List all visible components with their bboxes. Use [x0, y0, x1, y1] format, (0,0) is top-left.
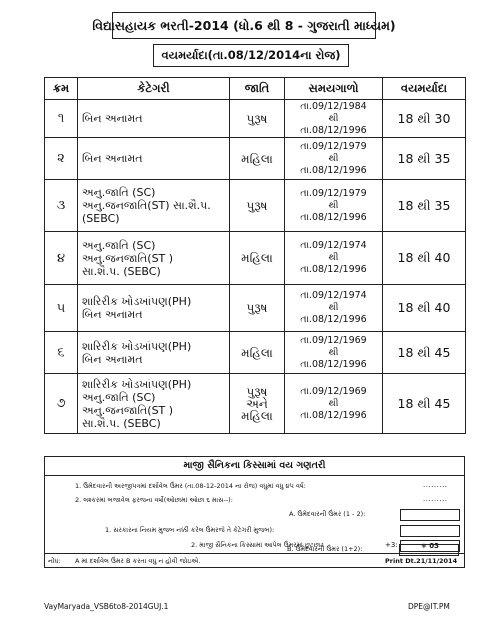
period-cell [285, 100, 383, 138]
header-gender: જાતિ [230, 78, 285, 100]
table-row [45, 285, 466, 332]
category-line: અનુ.જાતિ (SC) [82, 390, 156, 404]
period-line: તા.08/12/1996 [300, 358, 367, 370]
gender-cell [230, 374, 285, 434]
table-row [45, 100, 466, 138]
category-line: અનુ.જાતિ (SC) [82, 186, 156, 199]
age-limit-cell: 18 થી 45 [383, 332, 466, 374]
gender-line: પુરૂષ [246, 111, 268, 126]
gender-cell [230, 232, 285, 285]
page-subtitle: વયમર્યાદા(તા.08/12/2014ના રોજ) [153, 44, 349, 67]
gender-cell [230, 332, 285, 374]
table-row [45, 332, 466, 374]
age-line-1: 1. ઉમેદવારની અરજીપત્રમાં દર્શાવેલ ઉંમર (તા.08-12-2014 ના રોજ) વધુમાં વધુ ૪૫ વર્ષ: [75, 482, 306, 490]
period-cell [285, 332, 383, 374]
age-limit-cell: 18 થી 45 [383, 374, 466, 434]
period-line: તા.08/12/1996 [300, 211, 367, 223]
row-number: ૭ [45, 374, 78, 434]
gender-line: પુરૂષ [246, 384, 268, 399]
age-limit-cell: 18 થી 30 [383, 100, 466, 138]
row-number: ૨ [45, 138, 78, 180]
period-line: તા.09/12/1979 [300, 187, 367, 199]
period-line: તા.08/12/1996 [300, 164, 367, 176]
period-line: થી [328, 346, 339, 358]
age-line-a: A. ઉમેદવારની ઉંમર (1 - 2): [289, 510, 366, 518]
period-line: થી [328, 112, 339, 124]
category-line: બિન અનામત [82, 152, 143, 165]
row-number: ૩ [45, 180, 78, 232]
gender-cell [230, 180, 285, 232]
row-number: ૪ [45, 232, 78, 285]
period-line: તા.09/12/1974 [300, 240, 367, 251]
period-cell [285, 374, 383, 434]
row-number: ૧ [45, 100, 78, 138]
category-cell [78, 285, 230, 332]
table-row [45, 232, 466, 285]
period-line: તા.08/12/1996 [300, 264, 367, 275]
value-box-r2: + 03 [400, 540, 460, 552]
age-limit-table [44, 77, 466, 434]
age-line-2: 2. લશ્કરમાં બજાવેલ ફરજના વર્ષો(ઓછામાં ઓછા ૬ માસ--): [75, 496, 233, 504]
period-line: થી [328, 252, 339, 263]
period-line: થી [328, 302, 339, 313]
table-row [45, 374, 466, 434]
rule-line-2-plus: +3: [385, 541, 398, 549]
gender-line: મહિલા [241, 345, 273, 360]
period-line: તા.08/12/1996 [300, 314, 367, 325]
period-line: થી [328, 199, 339, 211]
category-line: અનુ.જનજાતિ(ST ) [82, 251, 174, 265]
table-row [45, 180, 466, 232]
fill-dots: ......... [423, 495, 448, 503]
category-line: અનુ.જાતિ (SC) [82, 238, 156, 252]
gender-line: પુરૂષ [246, 301, 268, 315]
category-line: અનુ.જનજાતિ(ST) સા.શૈ.પ. [82, 199, 211, 212]
row-number: ૫ [45, 285, 78, 332]
category-line: અનુ.જનજાતિ(ST ) [82, 403, 174, 417]
category-line: સા.શૈ.પ. (SEBC) [82, 416, 161, 430]
header-no: ક્રમ [45, 78, 78, 100]
rule-line-1: 1. સરકારના નિયમ મુજબ નક્કી કરેલ ઉંમરજે તે કેટેગરી મુજબ): [105, 526, 275, 534]
period-line: તા.08/12/1996 [300, 409, 367, 421]
note-label: નોંધ: [48, 557, 61, 565]
gender-line: મહિલા [241, 408, 273, 423]
category-line: શારિરીક ખોડખાંપણ(PH) [82, 377, 192, 391]
table-header-row [45, 78, 466, 100]
category-cell [78, 180, 230, 232]
gender-cell [230, 285, 285, 332]
age-limit-cell: 18 થી 35 [383, 138, 466, 180]
footer-file-name: VayMaryada_VSB6to8-2014GUJ.1 [44, 602, 169, 611]
period-cell [285, 285, 383, 332]
gender-line: મહિલા [241, 251, 273, 265]
gender-cell [230, 100, 285, 138]
category-line: બિન અનામત [82, 352, 143, 366]
row-number: ૬ [45, 332, 78, 374]
category-cell [78, 100, 230, 138]
period-line: તા.09/12/1979 [300, 140, 367, 152]
period-line: થી [328, 152, 339, 164]
period-line: તા.09/12/1984 [300, 100, 367, 112]
value-box-a [400, 509, 460, 521]
age-limit-cell: 18 થી 40 [383, 232, 466, 285]
period-line: તા.08/12/1996 [300, 124, 367, 136]
header-age-limit: વયમર્યાદા [383, 78, 466, 100]
category-cell [78, 332, 230, 374]
period-line: તા.09/12/1974 [300, 290, 367, 301]
category-cell [78, 232, 230, 285]
gender-line: પુરૂષ [246, 198, 268, 213]
footer-author: DPE@IT.PM [408, 602, 450, 611]
header-period: સમયગાળો [285, 78, 383, 100]
category-line: સા.શૈ.પ. (SEBC) [82, 264, 161, 278]
table-row [45, 138, 466, 180]
value-box-b [399, 544, 459, 556]
fill-dots: ......... [423, 481, 448, 489]
category-line: બિન અનામત [82, 112, 143, 125]
period-cell [285, 180, 383, 232]
gender-line: મહિલા [241, 151, 273, 166]
rule-line-2: 2. માજી સૈનિકના કિસ્સામાં આપેલ ઉંમરમાં છુટછાટ [191, 541, 325, 549]
period-line: તા.09/12/1969 [300, 385, 367, 397]
period-cell [285, 232, 383, 285]
category-line: (SEBC) [82, 212, 120, 225]
period-cell [285, 138, 383, 180]
value-box-r1 [400, 525, 460, 537]
print-date: Print Dt.21/11/2014 [385, 557, 458, 565]
age-limit-cell: 18 થી 35 [383, 180, 466, 232]
age-line-b: B. ઉમેદવારની ઉંમર (1+2): [287, 545, 363, 553]
category-line: શારિરીક ખોડખાંપણ(PH) [82, 295, 192, 308]
gender-line: અને [246, 396, 268, 411]
note-text: A માં દર્શાવેલ ઉંમર B કરતા વધુ ન હોવી જોઇએ. [75, 557, 201, 565]
category-line: શારિરીક ખોડખાંપણ(PH) [82, 339, 192, 353]
page-title: વિદ્યાસહાયક ભરતી-2014 (ધો.6 થી 8 - ગુજરાતી માધ્યમ) [112, 12, 376, 39]
category-line: બિન અનામત [82, 308, 143, 321]
period-line: તા.09/12/1969 [300, 334, 367, 346]
category-cell [78, 374, 230, 434]
header-category: કેટેગરી [78, 78, 230, 100]
age-limit-cell: 18 થી 40 [383, 285, 466, 332]
ex-serviceman-heading: માજી સૈનિકના કિસ્સામાં વય ગણતરી [45, 457, 464, 476]
period-line: થી [328, 397, 339, 409]
category-cell [78, 138, 230, 180]
gender-cell [230, 138, 285, 180]
